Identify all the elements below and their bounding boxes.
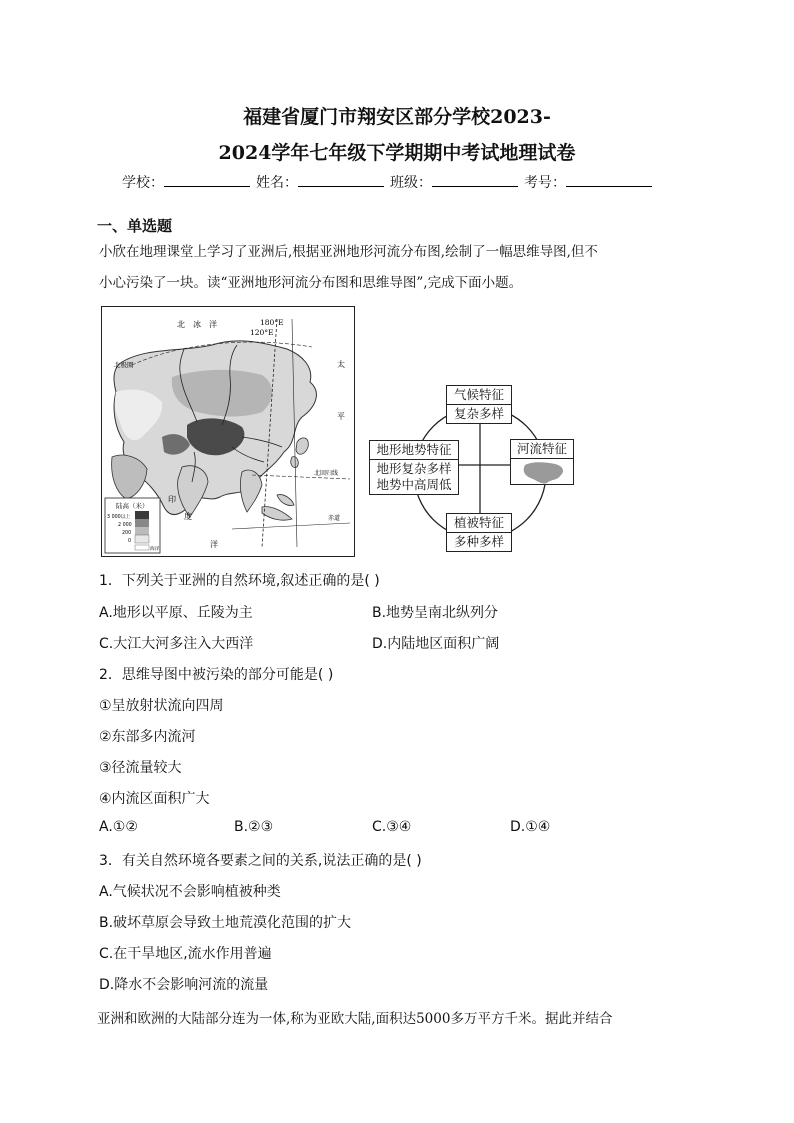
river-box — [510, 439, 574, 485]
label-pacific-1: 太 — [337, 360, 345, 369]
question-1-stem: 1．下列关于亚洲的自然环境,叙述正确的是( ) — [99, 573, 380, 589]
terrain-content — [370, 460, 458, 494]
q3-option-d[interactable]: D.降水不会影响河流的流量 — [99, 977, 269, 993]
q2-item-3: ③径流量较大 — [99, 760, 182, 776]
next-passage-line: 亚洲和欧洲的大陆部分连为一体,称为亚欧大陆,面积达5000多万平方千米。据此并结合 — [97, 1011, 613, 1027]
label-tropic-cancer: 北回归线 — [314, 470, 339, 477]
name-blank[interactable] — [298, 174, 384, 187]
q1-option-d[interactable]: D.内陆地区面积广阔 — [372, 636, 500, 652]
legend-value-3000: 3 000以上 — [107, 515, 131, 520]
q2-option-c[interactable]: C.③④ — [372, 819, 412, 835]
q3-option-a[interactable]: A.气候状况不会影响植被种类 — [99, 884, 281, 900]
terrain-title: 地形地势特征 — [370, 441, 458, 460]
question-3-stem: 3．有关自然环境各要素之间的关系,说法正确的是( ) — [99, 853, 422, 869]
student-info-fields — [122, 172, 658, 192]
intro-line-2: 小心污染了一块。读“亚洲地形河流分布图和思维导图”,完成下面小题。 — [99, 275, 523, 291]
terrain-content-line-2: 地势中高周低 — [376, 477, 452, 492]
label-120e: 120°E — [250, 328, 274, 337]
mind-map — [365, 383, 577, 558]
question-2-stem: 2．思维导图中被污染的部分可能是( ) — [99, 667, 334, 683]
q2-item-2: ②东部多内流河 — [99, 729, 196, 745]
vegetation-title: 植被特征 — [447, 514, 511, 533]
label-equator: 赤道 — [328, 515, 341, 522]
q3-option-c[interactable]: C.在干旱地区,流水作用普遍 — [99, 946, 272, 962]
title-line-2: 2024学年七年级下学期期中考试地理试卷 — [218, 142, 576, 164]
q2-item-1: ①呈放射状流向四周 — [99, 698, 224, 714]
climate-content: 复杂多样 — [453, 406, 504, 421]
legend-value-200: 200 — [122, 531, 132, 536]
label-india-1: 印 — [168, 495, 176, 504]
q1-option-c[interactable]: C.大江大河多注入大西洋 — [99, 636, 254, 652]
name-label: 姓名： — [256, 175, 298, 191]
vegetation-content: 多种多样 — [453, 534, 504, 549]
school-label: 学校： — [122, 175, 164, 191]
class-blank[interactable] — [432, 174, 518, 187]
climate-box — [446, 385, 512, 424]
climate-title: 气候特征 — [447, 386, 511, 405]
legend-value-ocean: 海洋 — [150, 547, 160, 552]
legend-title: 陆高（米） — [116, 502, 149, 510]
terrain-content-line-1: 地形复杂多样 — [376, 461, 452, 476]
q3-option-b[interactable]: B.破坏草原会导致土地荒漠化范围的扩大 — [99, 915, 352, 931]
label-india-2: 度 — [184, 512, 192, 521]
class-label: 班级： — [390, 175, 432, 191]
exam-number-label: 考号： — [524, 175, 566, 191]
legend-value-0: 0 — [128, 539, 132, 544]
terrain-box — [369, 440, 459, 495]
exam-number-blank[interactable] — [566, 174, 652, 187]
map-drawing — [102, 307, 354, 556]
asia-terrain-river-map — [101, 306, 355, 557]
q1-option-b[interactable]: B.地势呈南北纵列分 — [372, 605, 499, 621]
legend-value-2000: 2 000 — [118, 523, 132, 528]
label-pacific-2: 平 — [337, 412, 345, 421]
intro-line-1: 小欣在地理课堂上学习了亚洲后,根据亚洲地形河流分布图,绘制了一幅思维导图,但不 — [99, 244, 598, 260]
q2-option-a[interactable]: A.①② — [99, 819, 138, 835]
label-india-3: 洋 — [210, 540, 218, 549]
label-arctic-circle: 北极圈 — [114, 361, 134, 369]
q2-option-d[interactable]: D.①④ — [510, 819, 551, 835]
river-title: 河流特征 — [511, 440, 573, 459]
q2-item-4: ④内流区面积广大 — [99, 791, 210, 807]
title-line-1: 福建省厦门市翔安区部分学校2023- — [243, 106, 551, 128]
stain-blot — [511, 459, 573, 485]
label-180e: 180°E — [260, 318, 284, 327]
vegetation-box — [446, 513, 512, 552]
q1-option-a[interactable]: A.地形以平原、丘陵为主 — [99, 605, 253, 621]
school-blank[interactable] — [164, 174, 250, 187]
label-arctic-ocean: 北 冰 洋 — [177, 320, 217, 329]
q2-option-b[interactable]: B.②③ — [234, 819, 274, 835]
section-title: 一、单选题 — [97, 217, 173, 235]
